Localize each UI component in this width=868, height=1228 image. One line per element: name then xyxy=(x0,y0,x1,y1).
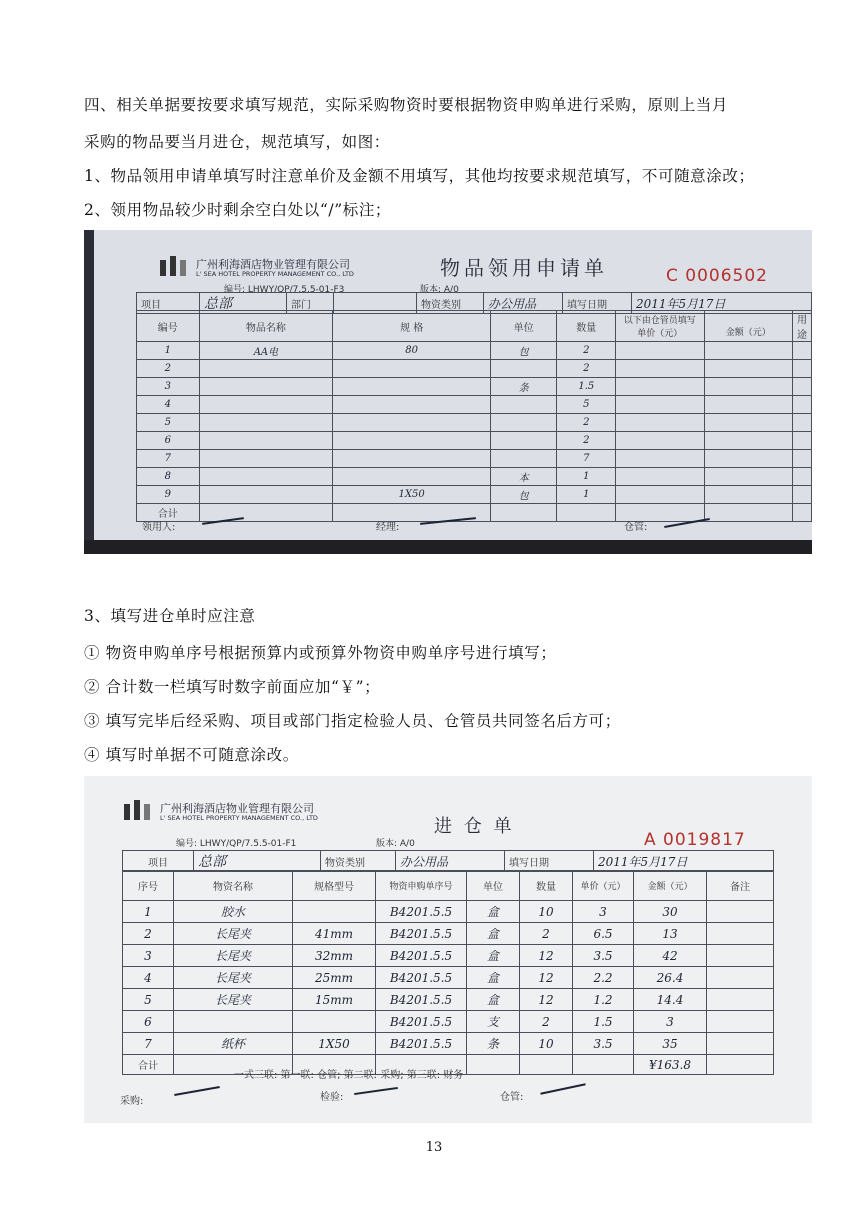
form2-table-row xyxy=(123,1033,774,1055)
form2-cell-amount: 30 xyxy=(634,901,707,923)
form2-inspect-label: 检验: xyxy=(320,1092,344,1103)
form1-table-row xyxy=(137,468,812,486)
form2-footer: 一式三联: 第一联: 仓管; 第二联: 采购; 第三联: 财务 xyxy=(234,1070,464,1081)
form1-cell-qty: 1 xyxy=(557,486,616,504)
form1-table-row xyxy=(137,360,812,378)
form2-code: 编号: LHWY/QP/7.5.5-01-F1 xyxy=(176,839,297,849)
form2-cell-no: 2 xyxy=(123,923,174,945)
form2-version: 版本: A/0 xyxy=(376,839,415,849)
form1-cell-qty: 2 xyxy=(557,342,616,360)
form1-cell-name: AA电 xyxy=(199,342,333,360)
form2-cell-no: 3 xyxy=(123,945,174,967)
form2-cell-spec xyxy=(293,901,376,923)
form1-cell-name xyxy=(199,450,333,468)
company-logo xyxy=(160,260,166,276)
form1-cell-qty: 1 xyxy=(557,468,616,486)
form2-cell-req: B4201.5.5 xyxy=(376,945,467,967)
form2-cell-name: 胶水 xyxy=(174,901,293,923)
form1-cell-spec xyxy=(333,360,491,378)
form1-items-table: 编号 物品名称 规 格 单位 数量 以下由仓管员填写 单价（元） 金额（元） 用 途 1 AA电 80 包 2 2 2 3 条 1.5 4 5 5 2 6 2 7 7 8 本 1 9 1X50 包 1 合计 xyxy=(136,310,812,522)
form1-cell-unit xyxy=(490,450,556,468)
form2-cell-name: 长尾夹 xyxy=(174,967,293,989)
company-logo-2 xyxy=(124,804,130,820)
label-date: 填写日期 xyxy=(563,293,632,314)
form1-cell-no: 1 xyxy=(137,342,200,360)
form1-cell-no: 9 xyxy=(137,486,200,504)
form2-cell-spec: 41mm xyxy=(293,923,376,945)
form2-cell-name xyxy=(174,1011,293,1033)
form1-cell-no: 8 xyxy=(137,468,200,486)
section3-item-3: ③ 填写完毕后经采购、项目或部门指定检验人员、仓管员共同签名后方可； xyxy=(84,712,621,730)
form2-cell-unit: 盒 xyxy=(467,923,520,945)
form1-cell-spec xyxy=(333,468,491,486)
form1-cell-spec xyxy=(333,450,491,468)
form1-cell-qty: 2 xyxy=(557,432,616,450)
form2-cell-no: 4 xyxy=(123,967,174,989)
page-number: 13 xyxy=(425,1140,443,1155)
form1-cell-unit: 包 xyxy=(490,342,556,360)
label-project: 项目 xyxy=(137,293,200,314)
form1-cell-name xyxy=(199,396,333,414)
form1-cell-unit xyxy=(490,396,556,414)
form1-title: 物品领用申请单 xyxy=(440,256,608,280)
section3-item-2: ② 合计数一栏填写时数字前面应加“￥”； xyxy=(84,678,381,696)
form1-cell-no: 5 xyxy=(137,414,200,432)
form2-table-row xyxy=(123,901,774,923)
form1-project-value: 总部 xyxy=(204,296,232,312)
form2-items-table: 序号 物资名称 规格型号 物资申购单序号 单位 数量 单价（元） 金额（元） 备注 1 胶水 B4201.5.5 盒 10 3 30 2 长尾夹 41mm B4201.5.5 盒 2 6.5 13 3 长尾夹 32mm B4201.5.5 盒 12 3.5 42 4 长尾夹 25mm B4201.5.5 盒 12 2.2 26.4 5 长尾夹 15mm B4201.5.5 盒 12 1.2 14.4 6 B4201.5.5 支 2 1.5 3 7 纸杯 1X50 B4201.5.5 条 10 3.5 35 合计 ¥163.8 xyxy=(122,870,774,1075)
intro-line-1: 四、相关单据要按要求填写规范，实际采购物资时要根据物资申购单进行采购，原则上当月 xyxy=(84,96,729,114)
form1-cell-no: 7 xyxy=(137,450,200,468)
form1-serial: C 0006502 xyxy=(666,266,768,286)
form2-cell-qty: 2 xyxy=(520,923,573,945)
form2-cell-name: 长尾夹 xyxy=(174,945,293,967)
form1-cell-no: 6 xyxy=(137,432,200,450)
form1-cell-unit: 条 xyxy=(490,378,556,396)
form1-cell-spec xyxy=(333,414,491,432)
form2-buyer-label: 采购: xyxy=(120,1096,144,1107)
section3-title: 3、填写进仓单时应注意 xyxy=(84,607,256,625)
form2-cell-req: B4201.5.5 xyxy=(376,1033,467,1055)
form1-cell-name xyxy=(199,414,333,432)
form2-cell-qty: 12 xyxy=(520,989,573,1011)
form2-cell-req: B4201.5.5 xyxy=(376,901,467,923)
form2-cell-req: B4201.5.5 xyxy=(376,923,467,945)
form2-project-value: 总部 xyxy=(198,854,226,870)
form1-code: 编号: LHWY/QP/7.5.5-01-F3 xyxy=(224,285,345,295)
form2-table-row xyxy=(123,945,774,967)
form2-cell-unit: 条 xyxy=(467,1033,520,1055)
form1-cell-no: 4 xyxy=(137,396,200,414)
form2-cell-name: 长尾夹 xyxy=(174,923,293,945)
form2-total-value: ¥163.8 xyxy=(649,1057,691,1072)
form1-date-value: 2011年5月17日 xyxy=(636,296,726,311)
form2-date-value: 2011年5月17日 xyxy=(598,854,688,869)
requisition-form-photo xyxy=(84,230,812,554)
form2-table-row xyxy=(123,923,774,945)
form1-company-en: L' SEA HOTEL PROPERTY MANAGEMENT CO., LTD xyxy=(196,270,354,278)
form2-cell-req: B4201.5.5 xyxy=(376,967,467,989)
form1-cell-name xyxy=(199,468,333,486)
form1-cell-spec: 80 xyxy=(333,342,491,360)
warehouse-entry-form-photo xyxy=(84,776,812,1123)
form1-cell-name xyxy=(199,486,333,504)
label-dept: 部门 xyxy=(287,293,334,314)
form2-cell-qty: 10 xyxy=(520,1033,573,1055)
form2-cell-price: 6.5 xyxy=(573,923,634,945)
section3-item-4: ④ 填写时单据不可随意涂改。 xyxy=(84,746,299,764)
form2-cell-spec: 15mm xyxy=(293,989,376,1011)
form2-cell-spec: 1X50 xyxy=(293,1033,376,1055)
form2-cell-name: 纸杯 xyxy=(174,1033,293,1055)
form2-header-table: 项目 总部 物资类别 办公用品 填写日期 2011年5月17日 xyxy=(122,850,774,872)
form2-cell-no: 6 xyxy=(123,1011,174,1033)
intro-line-4: 2、领用物品较少时剩余空白处以“/”标注； xyxy=(84,201,392,219)
form1-cell-spec xyxy=(333,396,491,414)
form1-cell-unit xyxy=(490,414,556,432)
form1-cell-spec xyxy=(333,378,491,396)
form2-cell-unit: 盒 xyxy=(467,967,520,989)
form2-cell-name: 长尾夹 xyxy=(174,989,293,1011)
form2-cell-unit: 盒 xyxy=(467,989,520,1011)
form1-table-row xyxy=(137,396,812,414)
form1-table-row xyxy=(137,486,812,504)
form2-cell-no: 1 xyxy=(123,901,174,923)
form2-cell-price: 3.5 xyxy=(573,1033,634,1055)
form1-cell-no: 2 xyxy=(137,360,200,378)
buyer-signature xyxy=(174,1086,220,1096)
form2-serial: A 0019817 xyxy=(644,830,746,850)
intro-line-3: 1、物品领用申请单填写时注意单价及金额不用填写，其他均按要求规范填写，不可随意涂改； xyxy=(84,167,755,185)
form2-cell-spec xyxy=(293,1011,376,1033)
form1-cell-name xyxy=(199,378,333,396)
form2-cell-qty: 12 xyxy=(520,967,573,989)
form2-table-row xyxy=(123,989,774,1011)
form1-cell-qty: 2 xyxy=(557,360,616,378)
form1-cell-unit: 包 xyxy=(490,486,556,504)
form1-cell-unit xyxy=(490,360,556,378)
form2-cell-qty: 12 xyxy=(520,945,573,967)
form1-cell-no: 3 xyxy=(137,378,200,396)
form2-cell-req: B4201.5.5 xyxy=(376,1011,467,1033)
form2-cell-price: 2.2 xyxy=(573,967,634,989)
form2-table-row xyxy=(123,967,774,989)
form2-category-value: 办公用品 xyxy=(400,854,449,869)
form2-company-en: L' SEA HOTEL PROPERTY MANAGEMENT CO., LTD xyxy=(160,814,318,822)
form2-title: 进 仓 单 xyxy=(434,816,515,837)
form1-cell-spec xyxy=(333,432,491,450)
form2-cell-price: 3.5 xyxy=(573,945,634,967)
form2-cell-amount: 14.4 xyxy=(634,989,707,1011)
form1-keeper-label: 仓管: xyxy=(624,522,648,533)
form2-cell-unit: 盒 xyxy=(467,945,520,967)
warehouse-keeper-signature xyxy=(540,1083,585,1095)
form2-cell-amount: 26.4 xyxy=(634,967,707,989)
form2-table-row xyxy=(123,1011,774,1033)
label-category: 物资类别 xyxy=(417,293,484,314)
section3-item-1: ① 物资申购单序号根据预算内或预算外物资申购单序号进行填写； xyxy=(84,644,557,662)
form1-cell-unit xyxy=(490,432,556,450)
form1-cell-qty: 2 xyxy=(557,414,616,432)
form1-cell-qty: 1.5 xyxy=(557,378,616,396)
form1-table-row xyxy=(137,378,812,396)
form2-cell-amount: 3 xyxy=(634,1011,707,1033)
form1-cell-qty: 5 xyxy=(557,396,616,414)
form2-company: 广州利海酒店物业管理有限公司 xyxy=(160,802,314,815)
form1-cell-unit: 本 xyxy=(490,468,556,486)
form1-version: 版本: A/0 xyxy=(420,285,459,295)
form2-cell-amount: 35 xyxy=(634,1033,707,1055)
form2-cell-qty: 10 xyxy=(520,901,573,923)
form1-manager-label: 经理: xyxy=(376,522,400,533)
form1-table-row xyxy=(137,414,812,432)
form2-cell-unit: 支 xyxy=(467,1011,520,1033)
form2-cell-no: 5 xyxy=(123,989,174,1011)
form1-company: 广州利海酒店物业管理有限公司 xyxy=(196,258,350,271)
form1-receiver-label: 领用人: xyxy=(142,522,176,533)
form2-keeper-label: 仓管: xyxy=(500,1092,524,1103)
inspector-signature xyxy=(354,1087,398,1095)
form2-cell-unit: 盒 xyxy=(467,901,520,923)
form2-cell-amount: 13 xyxy=(634,923,707,945)
form2-cell-req: B4201.5.5 xyxy=(376,989,467,1011)
form1-table-row xyxy=(137,432,812,450)
form1-cell-spec: 1X50 xyxy=(333,486,491,504)
form2-cell-spec: 25mm xyxy=(293,967,376,989)
form2-cell-no: 7 xyxy=(123,1033,174,1055)
form1-table-row xyxy=(137,450,812,468)
form2-cell-qty: 2 xyxy=(520,1011,573,1033)
intro-line-2: 采购的物品要当月进仓，规范填写，如图： xyxy=(84,133,390,151)
form1-category-value: 办公用品 xyxy=(488,296,537,311)
form1-cell-name xyxy=(199,360,333,378)
form2-cell-price: 1.5 xyxy=(573,1011,634,1033)
form1-table-row xyxy=(137,342,812,360)
form2-cell-spec: 32mm xyxy=(293,945,376,967)
form1-cell-qty: 7 xyxy=(557,450,616,468)
form2-cell-price: 3 xyxy=(573,901,634,923)
form1-cell-name xyxy=(199,432,333,450)
form2-cell-amount: 42 xyxy=(634,945,707,967)
form2-cell-price: 1.2 xyxy=(573,989,634,1011)
